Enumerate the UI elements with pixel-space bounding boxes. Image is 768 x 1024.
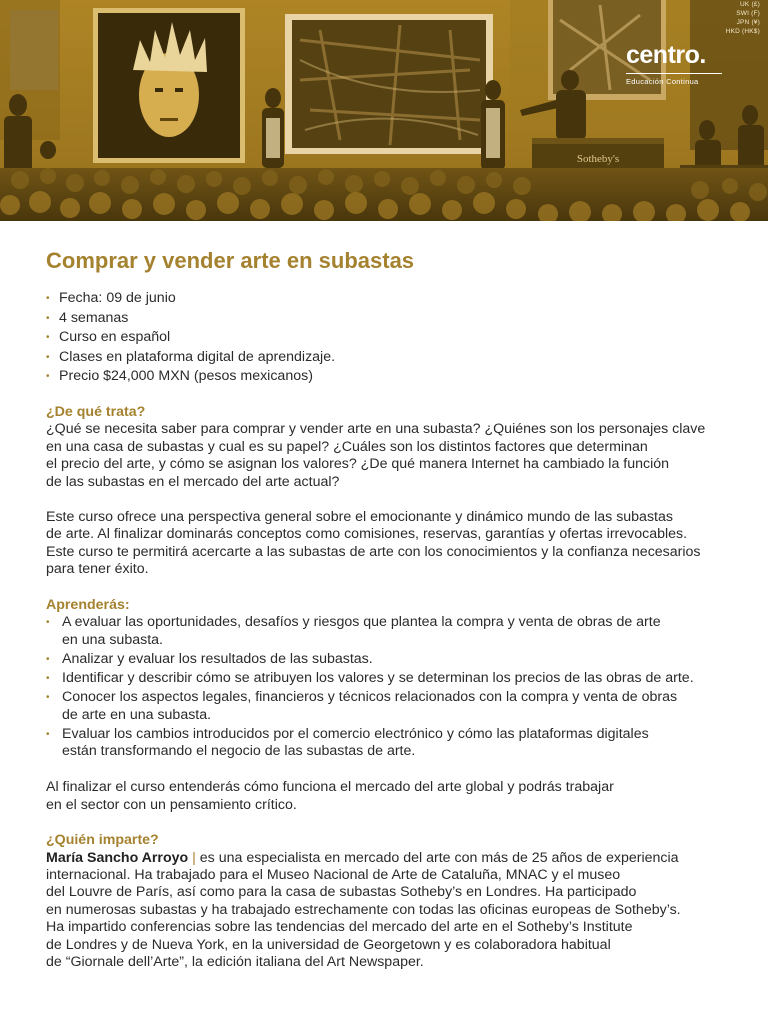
name-separator: | — [192, 849, 196, 866]
currency-uk: UK (£) — [740, 1, 760, 8]
course-content — [46, 246, 726, 971]
fact-date: • Fecha: 09 de junio — [46, 289, 726, 309]
text-line: en el sector con un pensamiento crítico. — [46, 796, 297, 813]
centro-logo — [626, 41, 726, 86]
fact-price: • Precio $24,000 MXN (pesos mexicanos) — [46, 367, 726, 387]
learn-heading: Aprenderás: — [46, 596, 130, 613]
learn-list — [46, 614, 726, 761]
text-line: Este curso te permitirá acercarte a las subastas de arte con los conocimientos y la confianza necesarios — [46, 543, 701, 560]
text-line: de arte en una subasta. — [62, 706, 212, 723]
fact-language: • Curso en español — [46, 328, 726, 348]
text-line: es una especialista en mercado del arte con más de 25 años de experiencia — [199, 849, 679, 866]
text-line: Ha impartido conferencias sobre las tendencias del mercado del arte en el Sotheby’s Institute — [46, 919, 633, 936]
auction-room-illustration — [0, 0, 768, 221]
currency-board — [726, 0, 760, 36]
text-line: de las subastas en el mercado del arte actual? — [46, 473, 340, 490]
course-facts-list — [46, 289, 726, 387]
text-line: de Londres y de Nueva York, en la universidad de Georgetown y es colaboradora habitual — [46, 936, 611, 953]
podium-logo-text: Sotheby's — [576, 153, 620, 165]
learn-closing — [46, 779, 726, 814]
learn-item — [46, 670, 726, 688]
brand-divider — [626, 73, 722, 74]
about-paragraph-2 — [46, 509, 726, 579]
learn-item — [46, 651, 726, 669]
text-line: Este curso ofrece una perspectiva general sobre el emocionante y dinámico mundo de las subastas — [46, 509, 673, 525]
text-line: Identificar y describir cómo se atribuyen los valores y se determinan los precios de las obras de arte. — [62, 669, 694, 686]
course-title: Comprar y vender arte en subastas — [46, 248, 415, 273]
text-line: de “Giornale dell’Arte”, la edición italiana del Art Newspaper. — [46, 953, 424, 970]
text-line: internacional. Ha trabajado para el Museo Nacional de Arte de Cataluña, MNAC y el museo — [46, 866, 621, 883]
text-line: en una casa de subastas y cual es su papel? ¿Cuáles son los distintos factores que determinan — [46, 438, 648, 455]
brand-name: centro. — [626, 41, 706, 69]
text-line: A evaluar las oportunidades, desafíos y riesgos que plantea la compra y venta de obras de arte — [62, 614, 661, 631]
about-paragraph-1 — [46, 421, 726, 491]
text-line: ¿Qué se necesita saber para comprar y vender arte en una subasta? ¿Quiénes son los personajes clave — [46, 421, 706, 438]
header-photo — [0, 0, 768, 221]
fact-duration: • 4 semanas — [46, 309, 726, 329]
text-line: en numerosas subastas y ha trabajado estrechamente con todas las oficinas europeas de Sotheby’s. — [46, 901, 681, 918]
currency-swi: SWI (F) — [736, 10, 760, 17]
fact-platform: • Clases en plataforma digital de aprendizaje. — [46, 348, 726, 368]
text-line: Analizar y evaluar los resultados de las subastas. — [62, 650, 373, 667]
text-line: están transformando el negocio de las subastas de arte. — [62, 743, 416, 760]
text-line: del Louvre de París, así como para la casa de subastas Sotheby’s en Londres. Ha participado — [46, 884, 637, 901]
currency-hkd: HKD (HK$) — [725, 28, 760, 35]
text-line: Evaluar los cambios introducidos por el comercio electrónico y cómo las plataformas digitales — [62, 725, 649, 742]
learn-item — [46, 726, 726, 761]
instructor-heading: ¿Quién imparte? — [46, 832, 159, 849]
text-line: el precio del arte, y cómo se asignan los valores? ¿De qué manera Internet ha cambiado la función — [46, 456, 670, 473]
text-line: para tener éxito. — [46, 561, 149, 578]
instructor-bio — [46, 850, 726, 972]
about-heading: ¿De qué trata? — [46, 403, 146, 420]
text-line: de arte. Al finalizar dominarás conceptos como comisiones, reservas, garantías y ofertas irrevocables. — [46, 526, 688, 543]
learn-item — [46, 689, 726, 724]
brand-subtitle: Educación Continua — [626, 77, 699, 86]
learn-item — [46, 614, 726, 649]
text-line: Conocer los aspectos legales, financieros y técnicos relacionados con la compra y venta de obras — [62, 688, 678, 705]
text-line: en una subasta. — [62, 631, 163, 648]
text-line: Al finalizar el curso entenderás cómo funciona el mercado del arte global y podrás trabajar — [46, 779, 614, 796]
instructor-name: María Sancho Arroyo — [46, 849, 189, 866]
currency-jpn: JPN (¥) — [736, 19, 760, 26]
